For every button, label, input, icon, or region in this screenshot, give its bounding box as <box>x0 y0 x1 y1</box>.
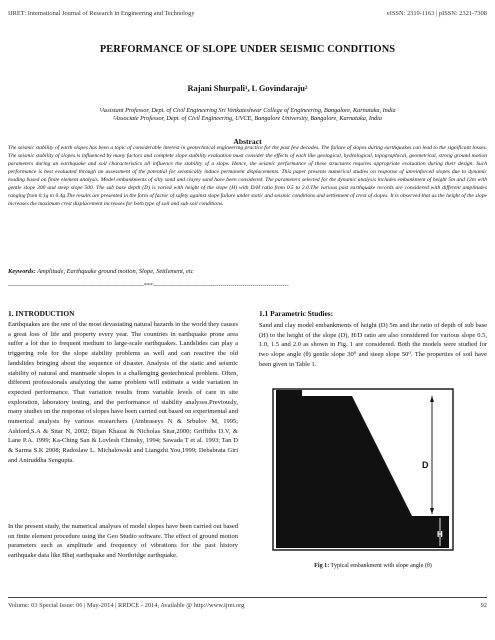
issn: eISSN: 2319-1163 | pISSN: 2321-7308 <box>386 10 487 17</box>
running-header <box>8 10 487 20</box>
authors: Rajani Shurpali¹, L Govindaraju² <box>187 84 308 93</box>
footer-rule <box>8 597 487 598</box>
h-label: H <box>437 530 443 539</box>
keywords-label: Keywords: <box>8 268 36 275</box>
parametric-studies-heading: 1.1 Parametric Studies: <box>259 309 334 318</box>
footer-citation: Volume: 03 Special Issue: 06 | May-2014 | RRDCE - 2014, Available @ http://www.ijret.org <box>8 602 245 609</box>
abstract-heading: Abstract <box>233 137 262 146</box>
journal-name: IJRET: International Journal of Research in Engineering and Technology <box>8 10 195 17</box>
keywords-text: Amplitude, Earthquake ground motion, Slope, Settlement, etc <box>37 268 194 275</box>
keywords <box>8 268 487 275</box>
figure-caption-text: Typical embankment with slope angle (θ) <box>330 563 432 569</box>
parametric-studies-paragraph: Sand and clay model embankments of height (D) 5m and the ratio of depth of sub base (H) to the height of the slope (D), H/D ratio are also considered for various slope 0.5, 1.0, 1.5 and 2.0 as shown in Fig. 1 are considered. Both the models were studied for two slope angle (θ) gentle slope 30⁰ and steep slope 50⁰. The properties of soil have been given in Table 1. <box>259 322 487 368</box>
crest-width-label: 2m <box>319 411 333 421</box>
figure-1-caption <box>259 563 487 569</box>
introduction-paragraph-1: Earthquakes are the one of the most devastating natural hazards in the world they causes a great loss of life and property every year. The countries in earthquake prone area suffer a lot due to frequent medium to large-scale earthquakes. Landslides can play a triggering role for the slope stability problems as well and can reactive the old landslides bringing about the sequence of disaster. Analysis of the static and seismic stability of natural and manmade slopes is a challenging geotechnical problem. Often, different professionals analyzing the same problem will estimate a wide variation in expected performance. That variation results from variable levels of care in site exploration, laboratory testing, and the performance of stability analyses.Previously, many studies on the response of slopes have been carried out based on experimental and numerical analysis by various researchers (Ambraseys N & Srbulov M, 1995; Ashford,S.A & Sitar N, 2002; Bijan Khazai & Nicholas Sitar,2000; Griffiths D.V, & Lane P.A. 1999; Ka-Ching San & Lovlesh Chinsky, 1994; Sawada T et al. 1993; Tan D & Sarma S.K 2008; Radoslaw L. Michalowski and Liangzhi You,1999; Debabrata Giri and Aniruddha Sengupta. <box>8 321 238 464</box>
page-number: 92 <box>480 602 487 609</box>
affiliation-2: ²Associate Professor, Dept. of Civil Engineering, UVCE, Bangalore University, Bangalore, Karnataka, India <box>113 115 382 122</box>
theta-label: θ <box>388 504 393 514</box>
introduction-paragraph-2: In the present study, the numerical analyses of model slopes have been carried out based on finite element procedure using the Geo Studio software. The effect of ground motion parameters such as amplitude and frequency of vibrations for the past history earthquake data like Bhuj earthquake and Northridge earthquake. <box>8 523 238 560</box>
d-label: D <box>422 460 429 470</box>
introduction-heading: 1. INTRODUCTION <box>8 309 75 318</box>
section-separator: --------------------------------------------------------------------***-------------------------------------------------------------------- <box>8 283 289 289</box>
figure-1 <box>272 388 454 551</box>
abstract-text: The seismic stability of earth slopes has been a topic of considerable interest in geotechnical engineering practice for the past few decades. The failure of slopes during earthquakes can lead to the significant losses. The seismic stability of slopes is influenced by many factors and complete slope stability evaluation must consider the effects of each like geological, hydrological, topographical, geometrical, strong ground motion parameters during an earthquake and soil characteristics all influence the stability of a slope. Hence, the seismic performance of these structures requires appropriate evaluation during their design. Such performance is best evaluated through an assessment of the potential for seismically induce permanent displacements. This paper presents numerical studies on response of unreinforced slopes due to dynamic loading based on finite element analysis. Model embankments of silty sand and clayey sand have been considered. The parameters selected for the dynamic analysis includes embankment of height 5m and 12m with gentle slope 300 and steep slope 500. The sub base depth (D) is varied with height of the slope (H) with D/H ratio from 0.5 to 2.0.The various past earthquake records are considered with different amplitudes ranging from 0.1g to 0.4g.The results are presented in the form of factor of safety against slope failure under static and seismic conditions and settlement of crest of slopes. It is observed that as the height of the slope increases the maximum crest displacement increases for both type of soil and sub soil conditions. <box>8 145 487 207</box>
paper-title: PERFORMANCE OF SLOPE UNDER SEISMIC CONDITIONS <box>99 44 396 55</box>
affiliation-1: ¹Assistant Professor, Dept. of Civil Engineering Sri Venkateshwar College of Engineering, Bangalore, Karnataka, India <box>99 107 396 114</box>
embankment-diagram <box>272 388 454 551</box>
figure-caption-label: Fig 1: <box>314 563 330 569</box>
